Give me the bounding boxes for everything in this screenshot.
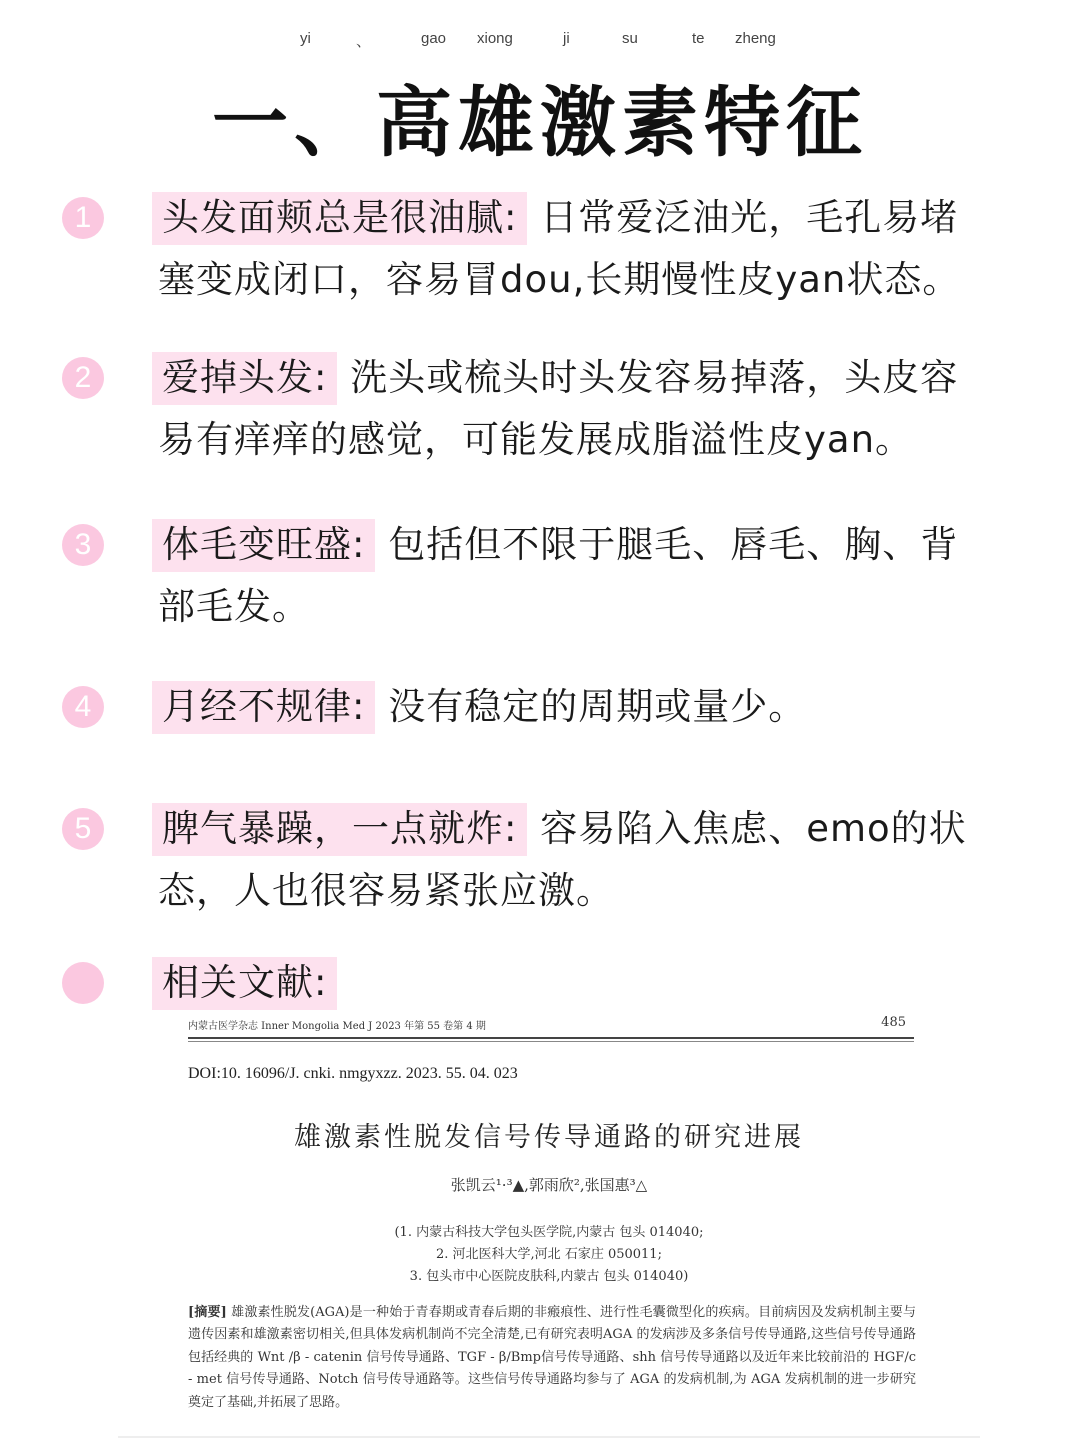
item-text	[158, 676, 988, 738]
pinyin-row	[0, 30, 1080, 52]
number-badge: 4	[62, 686, 104, 728]
pinyin-syllable: ji	[563, 30, 570, 47]
affiliation-line: 2. 河北医科大学,河北 石家庄 050011;	[436, 1247, 662, 1262]
abstract-text: 雄激素性脱发(AGA)是一种始于青春期或青春后期的非瘢痕性、进行性毛囊微型化的疾病。目前病因及发病机制主要与遗传因素和雄激素密切相关,但具体发病机制尚不完全清楚,已有研究表明AGA 的发病涉及多条信号传导通路,这些信号传导通路包括经典的 Wnt /β - catenin 信号传导通路、TGF - β/Bmp信号传导通路、shh 信号传导通路以及近年来比较前沿的 HGF/c - met 信号传导通路、Notch 信号传导通路等。这些信号传导通路均参与了 AGA 的发病机制,为 AGA 发病机制的进一步研究奠定了基础,并拓展了思路。	[188, 1305, 916, 1410]
number-badge: 3	[62, 524, 104, 566]
number-badge: 2	[62, 357, 104, 399]
item-description: 洗头或梳头时头发容易掉落，头皮容易有痒痒的感觉，可能发展成脂溢性皮yan。	[158, 356, 959, 461]
item-label: 月经不规律:	[152, 681, 375, 734]
item-description: 日常爱泛油光，毛孔易堵塞变成闭口，容易冒dou,长期慢性皮yan状态。	[158, 196, 961, 301]
item-label: 体毛变旺盛:	[152, 519, 375, 572]
item-label: 爱掉头发:	[152, 352, 337, 405]
affiliation-line: 3. 包头市中心医院皮肤科,内蒙古 包头 014040)	[409, 1269, 689, 1284]
paper-abstract	[188, 1302, 916, 1414]
item-text	[158, 347, 988, 471]
item-label: 头发面颊总是很油腻:	[152, 192, 527, 245]
pinyin-syllable: gao	[421, 30, 447, 47]
paper-excerpt	[118, 1012, 980, 1438]
item-description: 包括但不限于腿毛、唇毛、胸、背部毛发。	[158, 523, 959, 628]
number-badge: 5	[62, 808, 104, 850]
item-text	[158, 187, 988, 311]
page-title: 一、高雄激素特征	[212, 78, 868, 167]
pinyin-syllable: su	[622, 30, 638, 47]
pinyin-syllable: te	[692, 30, 705, 47]
page-number: 485	[881, 1015, 906, 1030]
bullet-dot	[62, 962, 104, 1004]
item-label: 相关文献:	[152, 957, 337, 1010]
pinyin-syllable: zheng	[735, 30, 776, 47]
item-text	[158, 952, 988, 1014]
header-rule	[188, 1037, 914, 1039]
item-text	[158, 514, 988, 638]
header-rule	[188, 1041, 914, 1042]
item-description: 容易陷入焦虑、emo的状态，人也很容易紧张应激。	[158, 807, 967, 912]
number-badge: 1	[62, 197, 104, 239]
item-label: 脾气暴躁，一点就炸:	[152, 803, 527, 856]
journal-header	[188, 1017, 914, 1035]
journal-name: 内蒙古医学杂志 Inner Mongolia Med J 2023 年第 55 卷第 4 期	[188, 1021, 486, 1032]
pinyin-syllable: yi	[300, 30, 311, 47]
item-text	[158, 798, 988, 922]
pinyin-syllable: xiong	[477, 30, 513, 47]
doi: DOI:10. 16096/J. cnki. nmgyxzz. 2023. 55. 04. 023	[188, 1065, 518, 1082]
affiliation-line: (1. 内蒙古科技大学包头医学院,内蒙古 包头 014040;	[394, 1225, 704, 1240]
paper-authors: 张凯云¹·³▲,郭雨欣²,张国惠³△	[450, 1176, 648, 1194]
paper-title: 雄激素性脱发信号传导通路的研究进展	[294, 1122, 804, 1153]
item-description: 没有稳定的周期或量少。	[388, 685, 807, 728]
abstract-label: [摘要]	[188, 1305, 227, 1320]
pinyin-syllable: 、	[356, 33, 372, 50]
